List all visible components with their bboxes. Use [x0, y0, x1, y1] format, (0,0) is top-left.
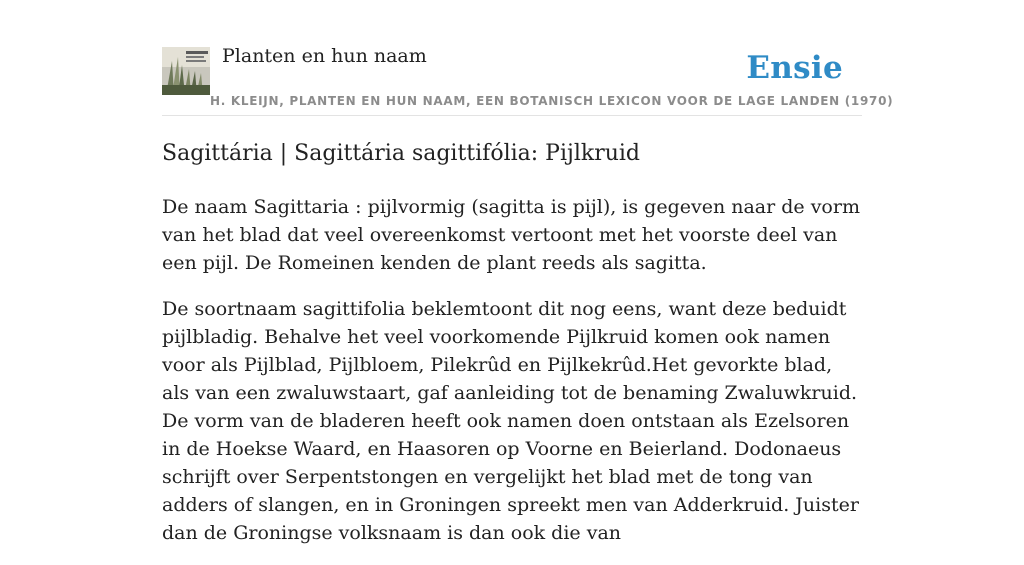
ensie-logo[interactable]: Ensie	[746, 50, 843, 86]
source-reference: H. KLEIJN, PLANTEN EN HUN NAAM, EEN BOTANISCH LEXICON VOOR DE LAGE LANDEN (1970)	[210, 94, 894, 108]
article	[162, 138, 862, 565]
article-paragraph: De soortnaam sagittifolia beklemtoont dit nog eens, want deze beduidt pijlbladig. Behalve het veel voorkomende Pijlkruid komen ook namen voor als Pijlblad, Pijlbloem, Pilekrûd en Pijlkekrûd.Het gevorkte blad, als van een zwaluwstaart, gaf aanleiding tot de benaming Zwaluwkruid. De vorm van de bladeren heeft ook namen doen ontstaan als Ezelsoren in de Hoekse Waard, en Haasoren op Voorne en Beierland. Dodonaeus schrijft over Serpentstongen en vergelijkt het blad met de tong van adders of slangen, en in Groningen spreekt men van Adderkruid. Juister dan de Groningse volksnaam is dan ook die van	[162, 298, 859, 544]
article-title: Sagittária | Sagittária sagittifólia: Pijlkruid	[162, 141, 640, 166]
book-cover-icon	[162, 47, 210, 95]
header	[162, 44, 894, 116]
book-avatar[interactable]	[162, 47, 210, 95]
article-paragraph: De naam Sagittaria : pijlvormig (sagitta is pijl), is gegeven naar de vorm van het blad dat veel overeenkomst vertoont met het voorste deel van een pijl. De Romeinen kenden de plant reeds als sagitta.	[162, 196, 860, 274]
book-title[interactable]: Planten en hun naam	[222, 45, 427, 67]
